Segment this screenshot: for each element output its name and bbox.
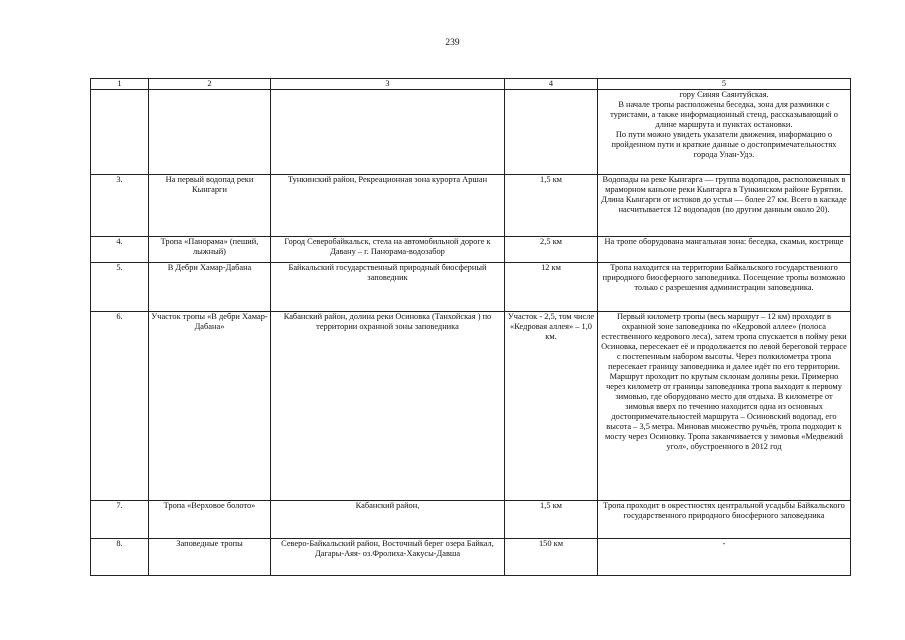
table-row: [91, 90, 851, 175]
route-location: Северо-Байкальский район, Восточный берег озера Байкал, Дагары-Аяя- оз.Фролиха-Хакусы-Давша: [271, 539, 505, 576]
row-number: 5.: [91, 263, 149, 312]
route-length: Участок - 2,5, том числе «Кедровая аллея» – 1,0 км.: [505, 312, 598, 501]
route-description: Водопады на реке Кынгарга — группа водопадов, расположенных в мраморном каньоне реки Кынгарга в Тункинском районе Бурятии. Длина Кынгарги от истоков до устья — более 27 км. Всего в каскаде насчитывается 12 водопадов (по другим данным около 20).: [598, 175, 851, 237]
route-location: Город Северобайкальск, стела на автомобильной дороге к Давану – г. Панорама-водозабор: [271, 237, 505, 263]
route-name: Тропа «Панорама» (пеший, лыжный): [149, 237, 271, 263]
route-name: В Дебри Хамар-Дабана: [149, 263, 271, 312]
table-row: [91, 237, 851, 263]
route-description: Тропа находится на территории Байкальского государственного природного биосферного заповедника. Посещение тропы возможно только с разрешения администрации заповедника.: [598, 263, 851, 312]
route-length: 1,5 км: [505, 175, 598, 237]
route-length: 150 км: [505, 539, 598, 576]
route-length: 2,5 км: [505, 237, 598, 263]
table-row: [91, 263, 851, 312]
route-location: Кабанский район,: [271, 501, 505, 539]
route-location: Байкальский государственный природный биосферный заповедник: [271, 263, 505, 312]
route-name: Участок тропы «В дебри Хамар-Дабана»: [149, 312, 271, 501]
table-header-row: [91, 79, 851, 90]
route-length: 12 км: [505, 263, 598, 312]
route-name: [149, 90, 271, 175]
route-name: На первый водопад реки Кынгарги: [149, 175, 271, 237]
route-location: [271, 90, 505, 175]
column-header: 5: [598, 79, 851, 90]
route-description: Тропа проходит в окрестностях центральной усадьбы Байкальского государственного природного биосферного заповедника: [598, 501, 851, 539]
table-row: [91, 175, 851, 237]
column-header: 3: [271, 79, 505, 90]
route-name: Заповедные тропы: [149, 539, 271, 576]
route-description: Первый километр тропы (весь маршрут – 12 км) проходит в охранной зоне заповедника по «Кедровой аллее» (полоса естественного кедрового леса), затем тропа спускается в пойму реки Осиновка, пересекает её и продолжается по левой береговой террасе с постепенным набором высоты. Через полкилометра тропа пересекает границу заповедника и далее идёт по его территории. Маршрут проходит по крутым склонам долины реки. Примерно через километр от границы заповедника тропа выходит к первому зимовью, где оборудовано место для отдыха. В километре от зимовья вверх по течению находится одна из основных достопримечательностей маршрута – Осиновский водопад, его высота – 3,5 метра. Миновав множество ручьёв, тропа подходит к мосту через Осиновку. Тропа заканчивается у зимовья «Медвежий угол», обустроенного в 2012 год: [598, 312, 851, 501]
row-number: 6.: [91, 312, 149, 501]
route-description: На тропе оборудована мангальная зона: беседка, скамьи, кострище: [598, 237, 851, 263]
route-length: 1,5 км: [505, 501, 598, 539]
row-number: 4.: [91, 237, 149, 263]
row-number: [91, 90, 149, 175]
route-length: [505, 90, 598, 175]
column-header: 1: [91, 79, 149, 90]
row-number: 3.: [91, 175, 149, 237]
row-number: 8.: [91, 539, 149, 576]
route-location: Кабанский район, долина реки Осиновка (Танхойская ) по территории охранной зоны заповедника: [271, 312, 505, 501]
route-location: Тункинский район, Рекреационная зона курорта Аршан: [271, 175, 505, 237]
page-number: 239: [445, 38, 460, 48]
route-name: Тропа «Верховое болото»: [149, 501, 271, 539]
column-header: 4: [505, 79, 598, 90]
route-description: -: [598, 539, 851, 576]
table-row: [91, 539, 851, 576]
routes-table: [90, 78, 851, 576]
table-row: [91, 501, 851, 539]
row-number: 7.: [91, 501, 149, 539]
table-row: [91, 312, 851, 501]
column-header: 2: [149, 79, 271, 90]
route-description: гору Синяя Саянтуйская. В начале тропы расположены беседка, зона для разминки с туристами, а также информационный стенд, рассказывающий о длине маршрута и пунктах остановки. По пути можно увидеть указатели движения, информацию о пройденном пути и краткие данные о достопримечательностях города Улан-Удэ.: [598, 90, 851, 175]
